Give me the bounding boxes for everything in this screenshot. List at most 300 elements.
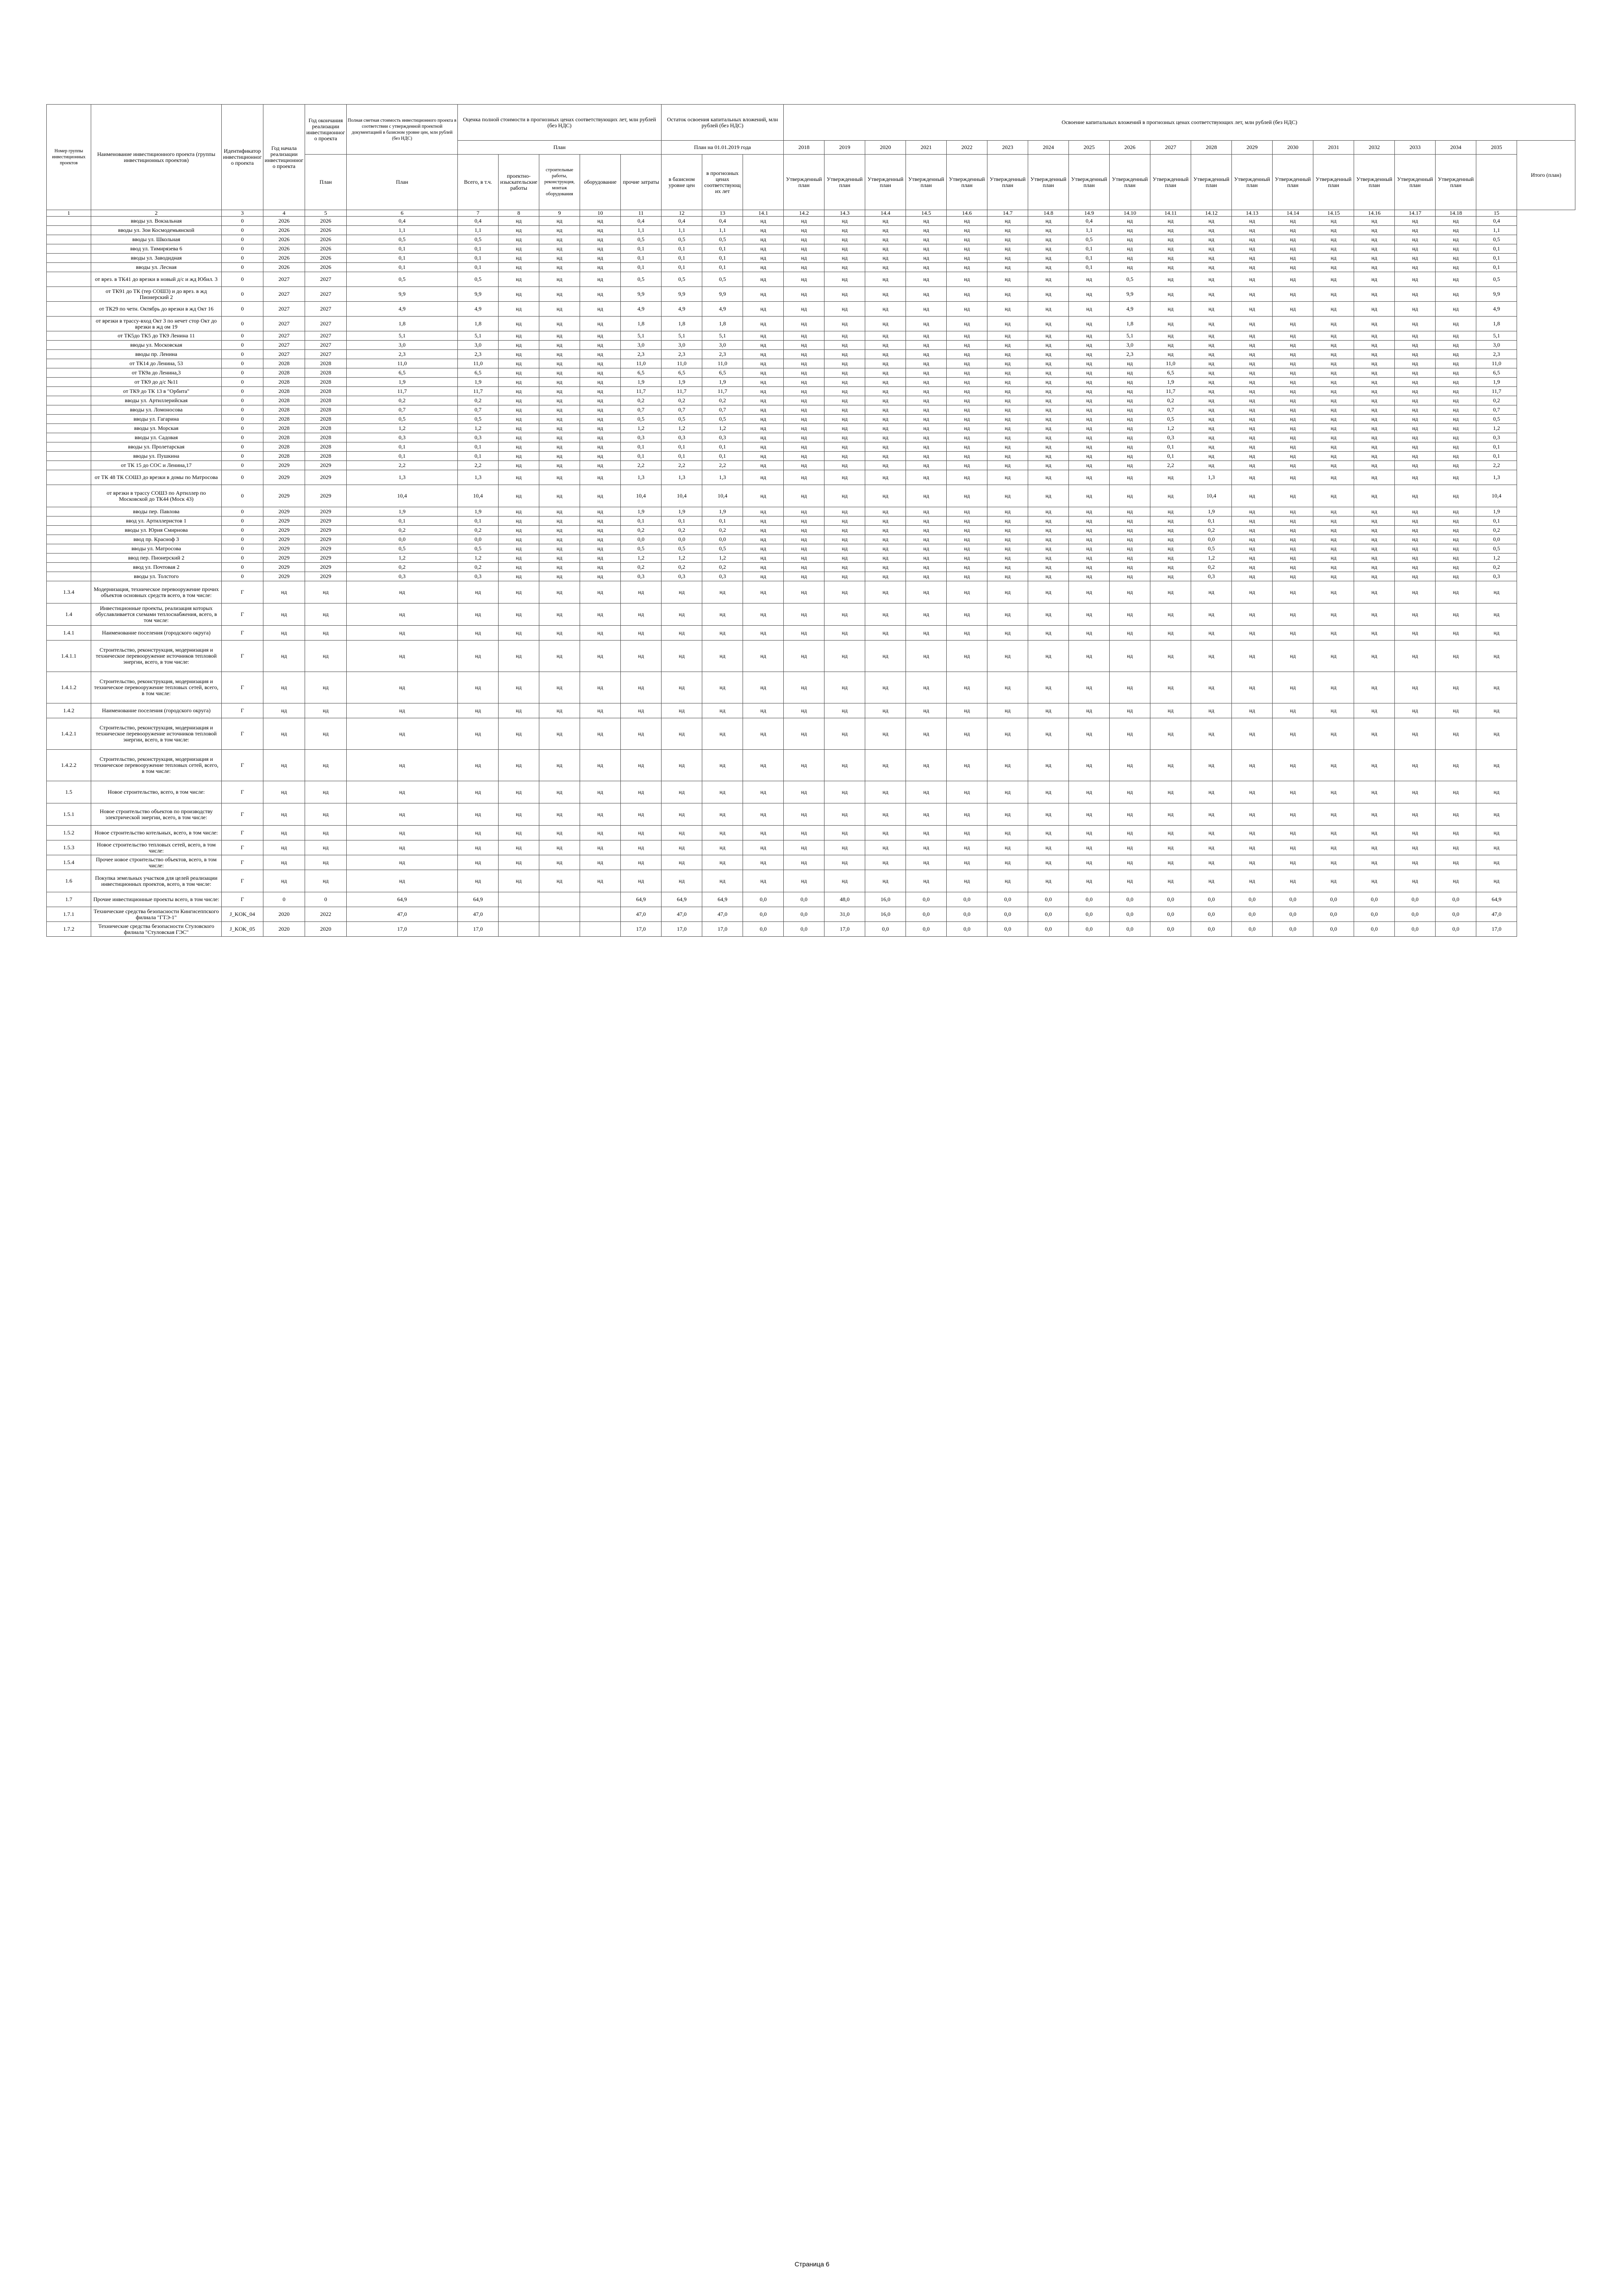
- row-value: 0,0: [784, 922, 824, 937]
- row-value: 1,2: [347, 424, 458, 433]
- row-value: [539, 907, 580, 922]
- row-value: нд: [1069, 331, 1110, 341]
- row-value: нд: [1436, 302, 1476, 317]
- row-value: нд: [865, 461, 906, 470]
- row-value: 0,0: [1395, 922, 1436, 937]
- row-value: нд: [743, 672, 784, 703]
- row-value: нд: [1395, 516, 1436, 526]
- row-value: нд: [1232, 485, 1273, 507]
- row-value: нд: [1150, 750, 1191, 781]
- row-value: нд: [906, 461, 947, 470]
- row-value: нд: [1273, 641, 1313, 672]
- row-value: нд: [347, 826, 458, 840]
- row-value: нд: [784, 826, 824, 840]
- row-value: нд: [1313, 226, 1354, 235]
- row-value: нд: [499, 302, 539, 317]
- row-value: нд: [1395, 855, 1436, 870]
- row-value: нд: [743, 516, 784, 526]
- row-value: нд: [947, 244, 987, 254]
- row-value: нд: [1191, 359, 1232, 368]
- row-value: нд: [263, 826, 305, 840]
- row-value: 0,0: [347, 535, 458, 544]
- row-value: нд: [580, 855, 621, 870]
- row-value: нд: [662, 626, 702, 641]
- row-value: нд: [1191, 703, 1232, 718]
- row-value: нд: [1110, 470, 1150, 485]
- row-value: нд: [458, 855, 499, 870]
- row-project-name: вводы ул. Школьная: [91, 235, 222, 244]
- header-capital-investment: Освоение капитальных вложений в прогнозных ценах соответствующих лет, млн рублей (без НДС): [784, 105, 1575, 141]
- row-value: нд: [824, 461, 865, 470]
- row-number: [47, 526, 91, 535]
- row-value: нд: [662, 826, 702, 840]
- row-value: нд: [539, 750, 580, 781]
- column-number: 8: [499, 210, 539, 217]
- row-value: нд: [1150, 870, 1191, 892]
- row-value: 2029: [305, 485, 347, 507]
- row-value: нд: [702, 750, 743, 781]
- row-value: нд: [580, 235, 621, 244]
- header-approved-plan: Утвержденный план: [824, 155, 865, 210]
- row-value: нд: [1232, 750, 1273, 781]
- investment-table-sheet: [46, 104, 1566, 937]
- row-value: нд: [580, 317, 621, 331]
- row-value: нд: [784, 526, 824, 535]
- row-value: нд: [865, 217, 906, 226]
- row-value: нд: [539, 718, 580, 750]
- row-value: нд: [906, 485, 947, 507]
- row-project-name: вводы ул. Пролетарская: [91, 442, 222, 452]
- row-value: нд: [1232, 287, 1273, 302]
- row-value: 2028: [305, 378, 347, 387]
- row-value: нд: [947, 341, 987, 350]
- row-value: нд: [1110, 263, 1150, 272]
- row-value: нд: [743, 272, 784, 287]
- row-value: Г: [222, 718, 263, 750]
- row-value: нд: [1395, 359, 1436, 368]
- row-value: Г: [222, 750, 263, 781]
- row-value: 2026: [305, 244, 347, 254]
- row-value: нд: [947, 516, 987, 526]
- row-value: нд: [499, 424, 539, 433]
- row-value: нд: [539, 317, 580, 331]
- row-value: нд: [1191, 341, 1232, 350]
- row-value: нд: [499, 581, 539, 604]
- row-value: нд: [621, 581, 662, 604]
- row-value: нд: [1232, 341, 1273, 350]
- row-value: 0,1: [621, 244, 662, 254]
- row-value: нд: [1069, 604, 1110, 626]
- row-value: нд: [1395, 452, 1436, 461]
- row-value: нд: [987, 317, 1028, 331]
- row-value: 11,7: [621, 387, 662, 396]
- row-value: нд: [987, 263, 1028, 272]
- row-value: нд: [1110, 718, 1150, 750]
- row-value: нд: [1395, 405, 1436, 415]
- row-value: 0,5: [662, 544, 702, 554]
- row-value: нд: [1069, 368, 1110, 378]
- row-value: нд: [784, 317, 824, 331]
- row-value: нд: [865, 826, 906, 840]
- row-value: 11,7: [702, 387, 743, 396]
- row-value: 2027: [305, 317, 347, 331]
- row-value: нд: [580, 626, 621, 641]
- row-value: нд: [539, 302, 580, 317]
- row-value: нд: [1313, 672, 1354, 703]
- header-approved-plan: Утвержденный план: [947, 155, 987, 210]
- row-value: нд: [824, 672, 865, 703]
- row-value: нд: [1232, 235, 1273, 244]
- row-value: нд: [1232, 433, 1273, 442]
- row-value: 1,9: [1150, 378, 1191, 387]
- row-value: нд: [743, 433, 784, 442]
- row-value: нд: [1436, 331, 1476, 341]
- row-value: нд: [1069, 544, 1110, 554]
- row-value: нд: [1313, 302, 1354, 317]
- row-value: нд: [1110, 604, 1150, 626]
- row-value: нд: [1150, 626, 1191, 641]
- row-value: нд: [1273, 526, 1313, 535]
- row-value: нд: [1354, 244, 1395, 254]
- row-value: нд: [499, 350, 539, 359]
- row-value: 1,2: [1476, 424, 1517, 433]
- row-value: нд: [539, 626, 580, 641]
- row-value: нд: [1476, 750, 1517, 781]
- row-value: 0,0: [1354, 922, 1395, 937]
- row-value: 10,4: [458, 485, 499, 507]
- row-value: нд: [1395, 604, 1436, 626]
- row-value: нд: [1110, 563, 1150, 572]
- row-value: нд: [1028, 626, 1069, 641]
- row-value: нд: [906, 350, 947, 359]
- row-value: нд: [1232, 507, 1273, 516]
- row-value: нд: [865, 244, 906, 254]
- row-value: [580, 922, 621, 937]
- row-value: 0,0: [662, 535, 702, 544]
- row-value: 0: [222, 302, 263, 317]
- row-value: нд: [1313, 396, 1354, 405]
- row-project-name: от ТК9а до Ленина,3: [91, 368, 222, 378]
- row-value: нд: [1476, 826, 1517, 840]
- row-value: нд: [865, 544, 906, 554]
- row-value: нд: [1150, 217, 1191, 226]
- row-value: нд: [906, 718, 947, 750]
- row-value: нд: [947, 870, 987, 892]
- row-value: нд: [906, 803, 947, 826]
- table-row: [47, 387, 1575, 396]
- row-value: нд: [1232, 781, 1273, 803]
- row-value: 0,5: [621, 415, 662, 424]
- row-value: нд: [1273, 424, 1313, 433]
- row-value: нд: [1354, 254, 1395, 263]
- row-value: нд: [784, 461, 824, 470]
- column-number: 14.15: [1313, 210, 1354, 217]
- row-value: нд: [1273, 803, 1313, 826]
- row-value: нд: [865, 470, 906, 485]
- row-value: Г: [222, 626, 263, 641]
- row-value: нд: [1395, 535, 1436, 544]
- row-value: 0: [222, 226, 263, 235]
- row-value: нд: [458, 718, 499, 750]
- column-number: 14.9: [1069, 210, 1110, 217]
- row-number: [47, 516, 91, 526]
- row-value: нд: [906, 572, 947, 581]
- table-row: [47, 433, 1575, 442]
- row-value: нд: [1395, 840, 1436, 855]
- row-value: нд: [1150, 703, 1191, 718]
- row-value: нд: [987, 535, 1028, 544]
- row-value: 0: [222, 359, 263, 368]
- row-value: нд: [1354, 452, 1395, 461]
- column-number: 15: [1476, 210, 1517, 217]
- row-value: нд: [824, 781, 865, 803]
- row-value: нд: [784, 572, 824, 581]
- row-value: нд: [743, 870, 784, 892]
- row-value: нд: [347, 703, 458, 718]
- row-value: нд: [1232, 378, 1273, 387]
- row-value: нд: [824, 703, 865, 718]
- row-value: нд: [1150, 563, 1191, 572]
- row-value: нд: [865, 350, 906, 359]
- row-value: нд: [1436, 424, 1476, 433]
- row-value: 9,9: [347, 287, 458, 302]
- row-value: нд: [1232, 461, 1273, 470]
- row-value: нд: [1273, 507, 1313, 516]
- header-total: Всего, в т.ч.: [458, 155, 499, 210]
- row-value: нд: [865, 226, 906, 235]
- row-value: нд: [263, 870, 305, 892]
- row-value: 2029: [305, 572, 347, 581]
- row-value: нд: [987, 226, 1028, 235]
- row-value: нд: [906, 302, 947, 317]
- row-value: нд: [621, 826, 662, 840]
- row-value: 1,1: [347, 226, 458, 235]
- row-value: 0,2: [621, 396, 662, 405]
- row-value: 2,2: [702, 461, 743, 470]
- row-value: нд: [784, 387, 824, 396]
- row-value: 0,3: [702, 572, 743, 581]
- row-value: нд: [1232, 405, 1273, 415]
- row-value: нд: [621, 870, 662, 892]
- row-value: 0,2: [1191, 526, 1232, 535]
- column-number: 9: [539, 210, 580, 217]
- row-value: нд: [906, 507, 947, 516]
- row-value: нд: [906, 433, 947, 442]
- row-value: нд: [784, 507, 824, 516]
- row-value: нд: [1436, 535, 1476, 544]
- row-value: нд: [743, 703, 784, 718]
- row-value: нд: [906, 396, 947, 405]
- row-value: 0: [222, 387, 263, 396]
- table-row: [47, 855, 1575, 870]
- row-value: нд: [1028, 433, 1069, 442]
- row-value: нд: [1150, 350, 1191, 359]
- row-value: нд: [662, 641, 702, 672]
- row-value: нд: [1028, 855, 1069, 870]
- row-value: нд: [662, 855, 702, 870]
- row-value: нд: [1436, 544, 1476, 554]
- row-value: нд: [865, 485, 906, 507]
- row-value: 1,9: [347, 507, 458, 516]
- row-value: нд: [784, 350, 824, 359]
- table-row: [47, 826, 1575, 840]
- row-value: нд: [702, 641, 743, 672]
- row-value: нд: [824, 803, 865, 826]
- row-value: нд: [1028, 244, 1069, 254]
- row-value: нд: [1028, 235, 1069, 244]
- row-value: нд: [824, 526, 865, 535]
- row-value: нд: [987, 544, 1028, 554]
- row-value: 0,2: [702, 396, 743, 405]
- row-value: нд: [1476, 641, 1517, 672]
- row-value: 0: [222, 254, 263, 263]
- row-value: нд: [1273, 350, 1313, 359]
- table-row: [47, 396, 1575, 405]
- row-value: нд: [987, 461, 1028, 470]
- row-value: нд: [1476, 870, 1517, 892]
- row-value: нд: [743, 317, 784, 331]
- row-value: 0,1: [702, 254, 743, 263]
- row-project-name: вводы ул. Вокзальная: [91, 217, 222, 226]
- header-approved-plan: Утвержденный план: [987, 155, 1028, 210]
- row-value: нд: [743, 235, 784, 244]
- row-value: 47,0: [621, 907, 662, 922]
- row-value: нд: [1273, 718, 1313, 750]
- row-value: нд: [1110, 750, 1150, 781]
- row-value: [580, 892, 621, 907]
- row-value: нд: [784, 840, 824, 855]
- row-value: 17,0: [458, 922, 499, 937]
- row-value: 0,2: [1191, 563, 1232, 572]
- row-value: нд: [987, 641, 1028, 672]
- row-value: Г: [222, 703, 263, 718]
- row-value: нд: [539, 461, 580, 470]
- row-value: нд: [1028, 287, 1069, 302]
- row-value: нд: [580, 507, 621, 516]
- row-value: 0,0: [1313, 922, 1354, 937]
- row-value: 0,1: [347, 442, 458, 452]
- row-value: нд: [784, 781, 824, 803]
- row-value: нд: [987, 870, 1028, 892]
- row-value: нд: [1476, 781, 1517, 803]
- row-value: нд: [865, 433, 906, 442]
- row-value: нд: [662, 840, 702, 855]
- row-value: нд: [1191, 826, 1232, 840]
- row-value: нд: [1313, 870, 1354, 892]
- row-value: нд: [784, 442, 824, 452]
- row-value: нд: [539, 803, 580, 826]
- row-value: нд: [1191, 855, 1232, 870]
- row-value: нд: [580, 572, 621, 581]
- row-value: нд: [1436, 718, 1476, 750]
- row-value: нд: [987, 254, 1028, 263]
- row-value: 0,0: [743, 922, 784, 937]
- row-value: нд: [305, 703, 347, 718]
- row-value: нд: [1354, 317, 1395, 331]
- row-value: нд: [947, 415, 987, 424]
- row-value: нд: [1273, 572, 1313, 581]
- row-value: нд: [1028, 341, 1069, 350]
- row-value: нд: [1028, 604, 1069, 626]
- row-value: 0,4: [662, 217, 702, 226]
- header-plan: План: [458, 141, 662, 155]
- row-value: нд: [539, 350, 580, 359]
- row-number: 1.4.2.2: [47, 750, 91, 781]
- row-value: нд: [865, 703, 906, 718]
- row-project-name: от ТК5до ТК5 до ТК9 Ленина 11: [91, 331, 222, 341]
- row-value: 2027: [305, 331, 347, 341]
- row-value: 0,1: [347, 516, 458, 526]
- row-value: нд: [1232, 626, 1273, 641]
- row-value: нд: [1191, 226, 1232, 235]
- table-row: [47, 452, 1575, 461]
- row-value: 0,1: [458, 254, 499, 263]
- row-value: 0,2: [662, 396, 702, 405]
- table-row: [47, 626, 1575, 641]
- row-value: 0,2: [458, 563, 499, 572]
- row-value: 0,1: [662, 244, 702, 254]
- row-value: 11,0: [1150, 359, 1191, 368]
- row-value: нд: [1110, 572, 1150, 581]
- row-value: нд: [1191, 244, 1232, 254]
- row-value: 2020: [305, 922, 347, 937]
- row-value: нд: [1313, 840, 1354, 855]
- row-value: нд: [1273, 302, 1313, 317]
- row-value: нд: [906, 317, 947, 331]
- row-value: 0,1: [1191, 516, 1232, 526]
- row-value: нд: [305, 840, 347, 855]
- row-value: 4,9: [621, 302, 662, 317]
- row-value: 1,3: [662, 470, 702, 485]
- header-approved-plan: Утвержденный план: [1069, 155, 1110, 210]
- row-value: 2026: [263, 226, 305, 235]
- row-value: нд: [865, 750, 906, 781]
- row-project-name: ввод ул. Артиллеристов 1: [91, 516, 222, 526]
- row-value: нд: [1395, 317, 1436, 331]
- table-row: [47, 263, 1575, 272]
- row-value: нд: [987, 452, 1028, 461]
- row-value: 2026: [263, 263, 305, 272]
- row-value: нд: [1028, 535, 1069, 544]
- row-value: 0,5: [458, 235, 499, 244]
- row-value: нд: [987, 826, 1028, 840]
- row-value: нд: [1232, 703, 1273, 718]
- row-value: нд: [987, 526, 1028, 535]
- table-row: [47, 287, 1575, 302]
- row-value: нд: [499, 254, 539, 263]
- row-value: нд: [865, 452, 906, 461]
- row-value: 0,1: [621, 452, 662, 461]
- row-value: 0,1: [621, 516, 662, 526]
- row-value: нд: [1232, 604, 1273, 626]
- row-value: нд: [1395, 287, 1436, 302]
- row-value: 0,2: [347, 563, 458, 572]
- row-value: нд: [947, 302, 987, 317]
- row-value: нд: [1069, 870, 1110, 892]
- header-approved-plan: Утвержденный план: [1273, 155, 1313, 210]
- row-value: нд: [947, 368, 987, 378]
- row-value: нд: [1354, 470, 1395, 485]
- row-value: 0,3: [458, 433, 499, 442]
- row-value: 0,2: [702, 563, 743, 572]
- table-row: [47, 359, 1575, 368]
- row-value: нд: [987, 396, 1028, 405]
- row-value: нд: [906, 272, 947, 287]
- row-value: нд: [824, 331, 865, 341]
- row-value: нд: [499, 626, 539, 641]
- row-value: нд: [987, 442, 1028, 452]
- row-value: нд: [1354, 217, 1395, 226]
